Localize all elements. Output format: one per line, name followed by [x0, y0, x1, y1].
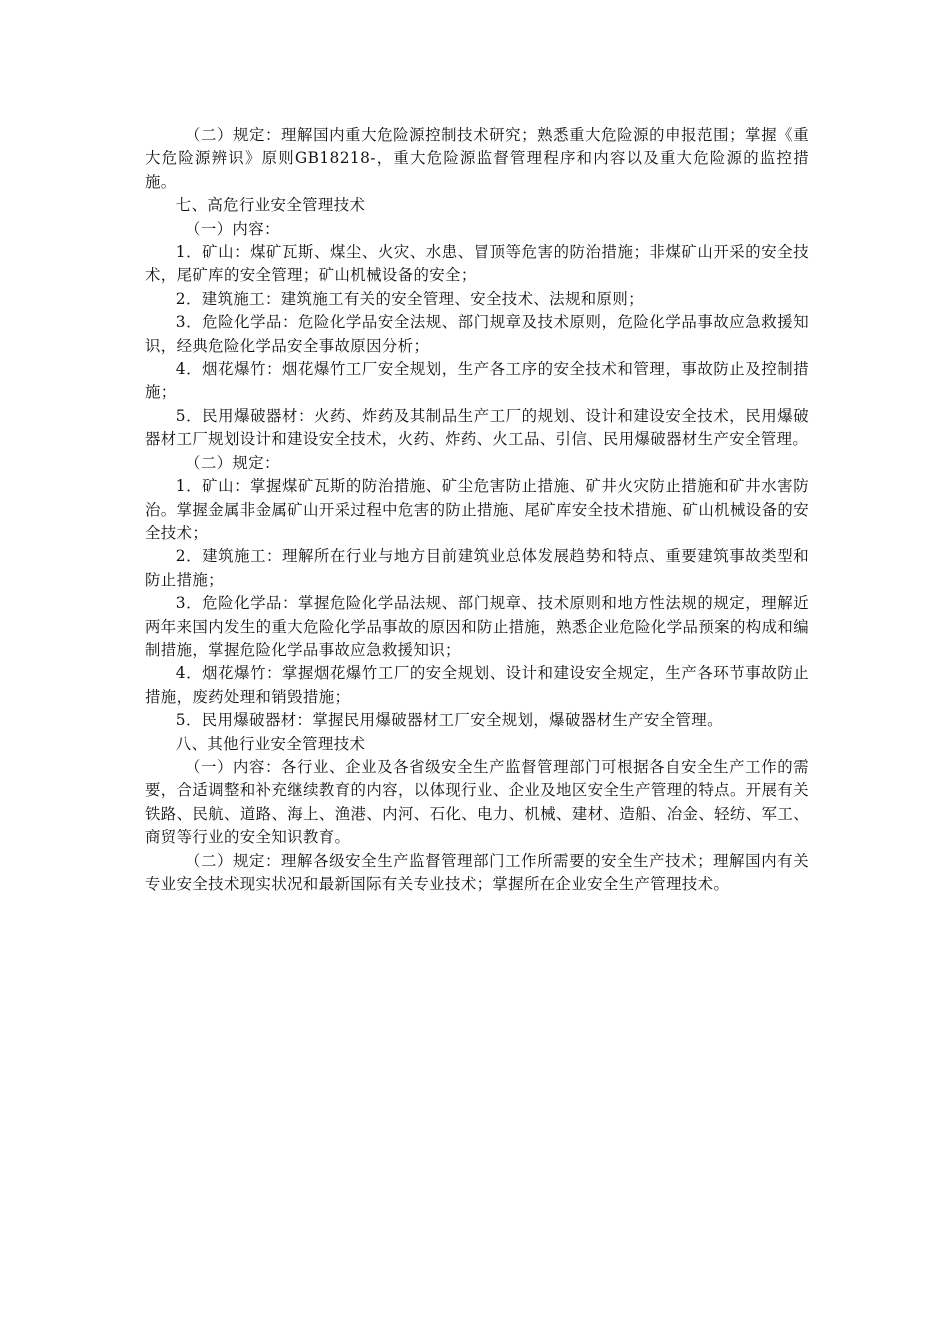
- paragraph-chemicals-content: 3．危险化学品：危险化学品安全法规、部门规章及技术原则，危险化学品事故应急救援知识，经典危险化学品安全事故原因分析；: [145, 313, 809, 355]
- paragraph-construction-requirements: 2．建筑施工：理解所在行业与地方目前建筑业总体发展趋势和特点、重要建筑事故类型和防止措施；: [145, 547, 809, 589]
- paragraph-explosives-content: 5．民用爆破器材：火药、炸药及其制品生产工厂的规划、设计和建设安全技术，民用爆破器材工厂规划设计和建设安全技术，火药、炸药、火工品、引信、民用爆破器材生产安全管理。: [145, 406, 809, 449]
- document-body: [145, 124, 809, 896]
- paragraph-other-requirements: （二）规定：理解各级安全生产监督管理部门工作所需要的安全生产技术；理解国内有关专业安全技术现实状况和最新国际有关专业技术；掌握所在企业安全生产管理技术。: [145, 851, 809, 893]
- paragraph-mining-content: 1．矿山：煤矿瓦斯、煤尘、火灾、水患、冒顶等危害的防治措施；非煤矿山开采的安全技术，尾矿库的安全管理；矿山机械设备的安全；: [145, 243, 809, 285]
- paragraph-other-content: （一）内容：各行业、企业及各省级安全生产监督管理部门可根据各自安全生产工作的需要，合适调整和补充继续教育的内容，以体现行业、企业及地区安全生产管理的特点。开展有关铁路、民航、道路、海上、渔港、内河、石化、电力、机械、建材、造船、冶金、轻纺、军工、商贸等行业的安全知识教育。: [145, 757, 809, 847]
- paragraph-fireworks-requirements: 4．烟花爆竹：掌握烟花爆竹工厂的安全规划、设计和建设安全规定，生产各环节事故防止措施，废药处理和销毁措施；: [145, 664, 809, 706]
- paragraph-major-hazard-requirements: （二）规定：理解国内重大危险源控制技术研究；熟悉重大危险源的申报范围；掌握《重大危险源辨识》原则GB18218-，重大危险源监督管理程序和内容以及重大危险源的监控措施。: [145, 126, 809, 191]
- paragraph-explosives-requirements: 5．民用爆破器材：掌握民用爆破器材工厂安全规划，爆破器材生产安全管理。: [175, 711, 723, 730]
- paragraph-chemicals-requirements: 3．危险化学品：掌握危险化学品法规、部门规章、技术原则和地方性法规的规定，理解近两年来国内发生的重大危险化学品事故的原因和防止措施，熟悉企业危险化学品预案的构成和编制措施，掌握危险化学品事故应急救援知识；: [145, 594, 809, 659]
- subheading-requirements: （二）规定：: [185, 453, 280, 472]
- section-heading-high-risk-industries: 七、高危行业安全管理技术: [175, 196, 366, 215]
- paragraph-construction-content: 2．建筑施工：建筑施工有关的安全管理、安全技术、法规和原则；: [175, 289, 644, 308]
- subheading-content: （一）内容：: [185, 219, 280, 238]
- paragraph-mining-requirements: 1．矿山：掌握煤矿瓦斯的防治措施、矿尘危害防止措施、矿井火灾防止措施和矿井水害防治。掌握金属非金属矿山开采过程中危害的防止措施、尾矿库安全技术措施、矿山机械设备的安全技术；: [145, 477, 809, 542]
- paragraph-fireworks-content: 4．烟花爆竹：烟花爆竹工厂安全规划，生产各工序的安全技术和管理，事故防止及控制措施；: [145, 360, 809, 402]
- section-heading-other-industries: 八、其他行业安全管理技术: [175, 734, 366, 753]
